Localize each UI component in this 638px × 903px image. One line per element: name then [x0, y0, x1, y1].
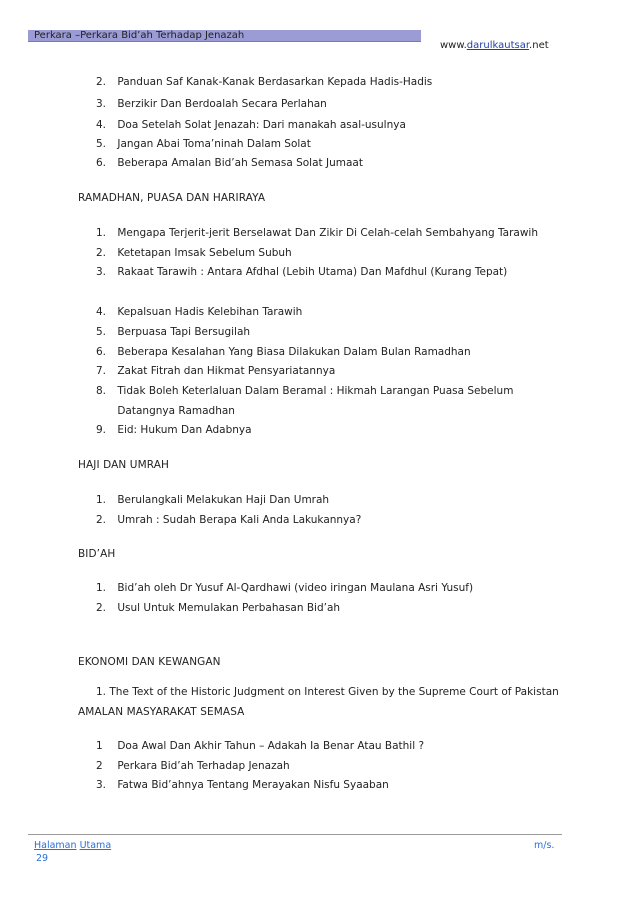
list-item[interactable]: 6. Beberapa Amalan Bid’ah Semasa Solat Jumaat: [96, 157, 363, 169]
list-item[interactable]: 3. Berzikir Dan Berdoalah Secara Perlahan: [96, 98, 327, 110]
section-heading: EKONOMI DAN KEWANGAN: [78, 656, 221, 668]
list-item[interactable]: 8. Tidak Boleh Keterlaluan Dalam Beramal : Hikmah Larangan Puasa Sebelum: [96, 385, 514, 397]
section-heading: HAJI DAN UMRAH: [78, 459, 169, 471]
list-item[interactable]: 3. Fatwa Bid’ahnya Tentang Merayakan Nisfu Syaaban: [96, 779, 389, 791]
list-item[interactable]: 1. Bid’ah oleh Dr Yusuf Al-Qardhawi (video iringan Maulana Asri Yusuf): [96, 582, 474, 594]
section-heading: AMALAN MASYARAKAT SEMASA: [78, 706, 245, 718]
list-item[interactable]: 1. The Text of the Historic Judgment on Interest Given by the Supreme Court of Pakistan: [96, 686, 559, 698]
list-item[interactable]: 6. Beberapa Kesalahan Yang Biasa Dilakukan Dalam Bulan Ramadhan: [96, 346, 471, 358]
list-item[interactable]: 7. Zakat Fitrah dan Hikmat Pensyariatannya: [96, 365, 336, 377]
site-link[interactable]: darulkautsar: [466, 40, 530, 51]
page-number: 29: [36, 853, 49, 864]
list-item[interactable]: 2. Usul Untuk Memulakan Perbahasan Bid’ah: [96, 602, 341, 614]
list-item[interactable]: 3. Rakaat Tarawih : Antara Afdhal (Lebih Utama) Dan Mafdhul (Kurang Tepat): [96, 266, 508, 278]
header-site: [440, 40, 549, 51]
list-item[interactable]: 2. Ketetapan Imsak Sebelum Subuh: [96, 247, 292, 259]
list-item[interactable]: 4. Doa Setelah Solat Jenazah: Dari manakah asal-usulnya: [96, 119, 406, 131]
list-item-continuation[interactable]: Datangnya Ramadhan: [117, 405, 235, 417]
list-item[interactable]: 1. Berulangkali Melakukan Haji Dan Umrah: [96, 494, 330, 506]
section-heading: RAMADHAN, PUASA DAN HARIRAYA: [78, 192, 266, 204]
list-item[interactable]: 9. Eid: Hukum Dan Adabnya: [96, 424, 252, 436]
list-item[interactable]: 5. Berpuasa Tapi Bersugilah: [96, 326, 251, 338]
list-item[interactable]: 1 Doa Awal Dan Akhir Tahun – Adakah Ia Benar Atau Bathil ?: [96, 740, 425, 752]
site-suffix: .net: [529, 40, 549, 51]
list-item[interactable]: 2 Perkara Bid’ah Terhadap Jenazah: [96, 760, 290, 772]
list-item[interactable]: 2. Panduan Saf Kanak-Kanak Berdasarkan Kepada Hadis-Hadis: [96, 76, 433, 88]
list-item[interactable]: 2. Umrah : Sudah Berapa Kali Anda Lakukannya?: [96, 514, 362, 526]
footer-link-halaman[interactable]: Halaman: [34, 840, 77, 851]
section-heading: BID’AH: [78, 548, 116, 560]
footer-links: [34, 840, 111, 851]
list-item[interactable]: 5. Jangan Abai Toma’ninah Dalam Solat: [96, 138, 311, 150]
site-prefix: www.: [440, 40, 467, 51]
footer-page-label: m/s.: [534, 840, 555, 851]
list-item[interactable]: 1. Mengapa Terjerit-jerit Berselawat Dan Zikir Di Celah-celah Sembahyang Tarawih: [96, 227, 538, 239]
list-item[interactable]: 4. Kepalsuan Hadis Kelebihan Tarawih: [96, 306, 303, 318]
header-title: Perkara –Perkara Bid’ah Terhadap Jenazah: [34, 30, 245, 41]
footer-link-utama[interactable]: Utama: [79, 840, 112, 851]
footer-divider: [28, 834, 562, 835]
